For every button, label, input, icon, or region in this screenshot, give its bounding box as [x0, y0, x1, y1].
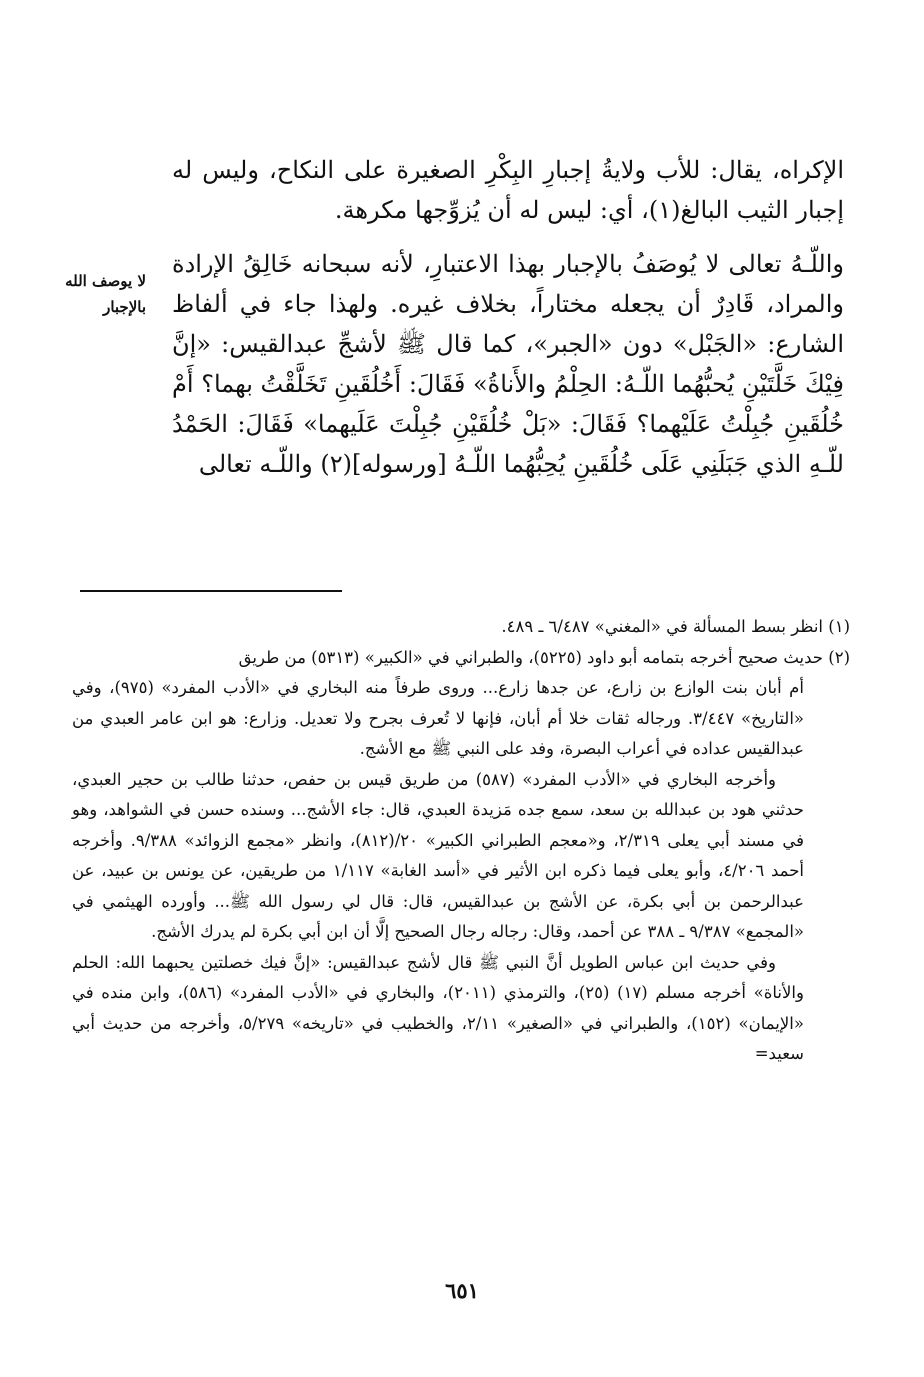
footnote-2-lead: (٢) حديث صحيح أخرجه بتمامه أبو داود (٥٢٢٥)، والطبراني في «الكبير» (٥٣١٣) من طريق	[238, 647, 850, 667]
main-paragraph-2: واللّـهُ تعالى لا يُوصَفُ بالإجبار بهذا الاعتبارِ، لأنه سبحانه خَالِقُ الإرادة والمراد، قَادِرٌ أن يجعله مختاراً، بخلاف غيره. ولهذا جاء في ألفاظ الشارع: «الجَبْل» دون «الجبر»، كما قال ﷺ لأشجِّ عبدالقيس: «إنَّ فِيْكَ خَلَّتَيْنِ يُحبُّهُما اللّـهُ: الحِلْمُ والأَناةُ» فَقَالَ: أَخُلُقَينِ تَخَلَّقْتُ بهما؟ أَمْ خُلُقَينِ جُبِلْتُ عَلَيْهما؟ فَقَالَ: «بَلْ خُلُقَيْنِ جُبِلْتَ عَلَيهما» فَقَالَ: الحَمْدُ للّـهِ الذي جَبَلَنِي عَلَى خُلُقَينِ يُحِبُّهُما اللّـهُ [ورسوله](٢) واللّـه تعالى	[172, 250, 844, 478]
footnotes	[72, 612, 850, 1070]
footnote-2-paragraph: وأخرجه البخاري في «الأدب المفرد» (٥٨٧) من طريق قيس بن حفص، حدثنا طالب بن حجير العبدي، حدثني هود بن عبدالله بن سعد، سمع جده مَزيدة العبدي، قال: جاء الأشج... وسنده حسن في الشواهد، وهو في مسند أبي يعلى ٢/٣١٩، و«معجم الطبراني الكبير» ٢٠/(٨١٢)، وانظر «مجمع الزوائد» ٩/٣٨٨. وأخرجه أحمد ٤/٢٠٦، وأبو يعلى فيما ذكره ابن الأثير في «أسد الغابة» ١/١١٧ من طريقين، عن يونس بن عبيد، عن عبدالرحمن بن أبي بكرة، عن الأشج بن عبدالقيس، قال: قال لي رسول الله ﷺ... وأورده الهيثمي في «المجمع» ٩/٣٨٧ ـ ٣٨٨ عن أحمد، وقال: رجاله رجال الصحيح إلَّا أن ابن أبي بكرة لم يدرك الأشج.	[72, 769, 804, 941]
footnote-1: (١) انظر بسط المسألة في «المغني» ٦/٤٨٧ ـ ٤٨٩.	[501, 617, 850, 636]
main-paragraph-1: الإكراه، يقال: للأب ولايةُ إجبارِ البِكْرِ الصغيرة على النكاح، وليس له إجبار الثيب البالغ(١)، أي: ليس له أن يُزوِّجها مكرهة.	[172, 156, 844, 224]
footnote-2-paragraph-last: وفي حديث ابن عباس الطويل أنَّ النبي ﷺ قال لأشج عبدالقيس: «إنَّ فيك خصلتين يحبهما الله: الحلم والأناة» أخرجه مسلم (١٧) (٢٥)، والترمذي (٢٠١١)، والبخاري في «الأدب المفرد» (٥٨٦)، وابن منده في «الإيمان» (١٥٢)، والطبراني في «الصغير» ٢/١١، والخطيب في «تاريخه» ٥/٢٧٩، وأخرجه من حديث أبي سعيد=	[72, 952, 804, 1063]
footnote-2-body: أم أبان بنت الوازع بن زارع، عن جدها زارع... وروى طرفاً منه البخاري في «الأدب المفرد» (٩٧٥)، وفي «التاريخ» ٣/٤٤٧. ورجاله ثقات خلا أم أبان، فإنها لا تُعرف بجرح ولا تعديل. وزارع: هو ابن عامر العبدي من عبدالقيس عداده في أعراب البصرة، وفد على النبي ﷺ مع الأشج.	[72, 678, 804, 758]
main-text	[172, 150, 844, 484]
margin-note: لا يوصف الله بالإجبار	[65, 272, 146, 316]
page-number: ٦٥١	[445, 1278, 479, 1303]
footnote-divider	[80, 590, 342, 592]
